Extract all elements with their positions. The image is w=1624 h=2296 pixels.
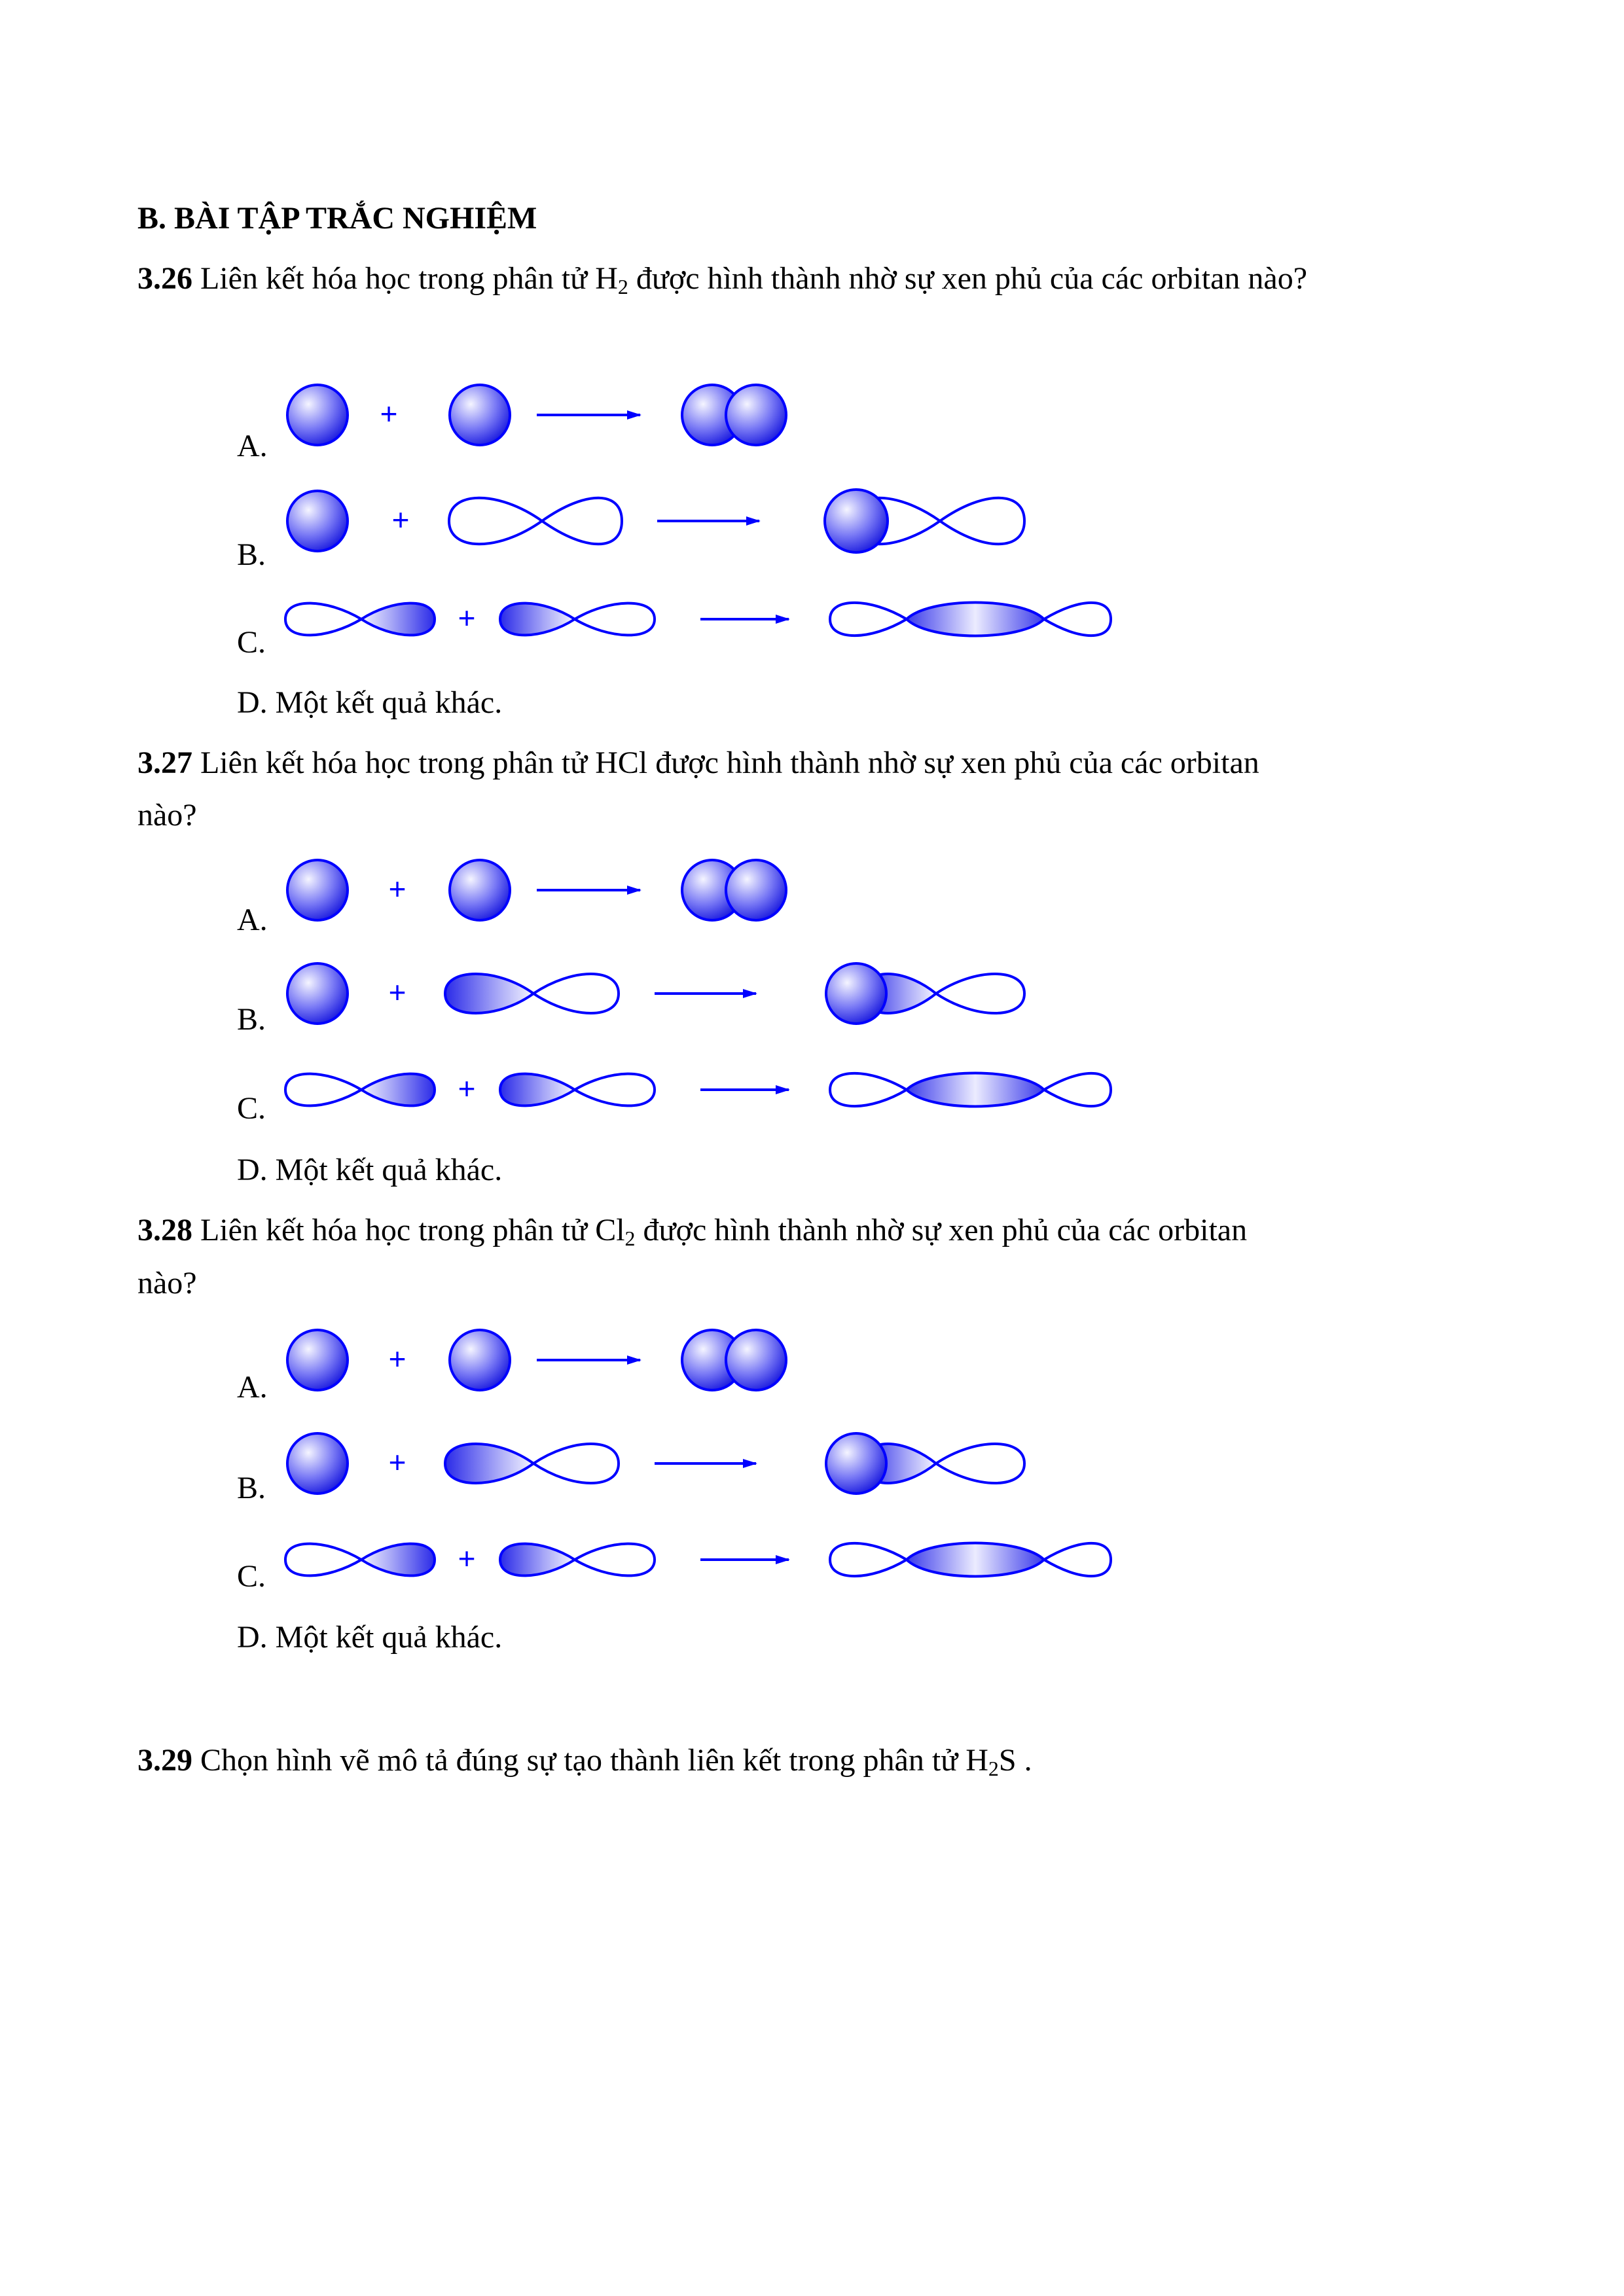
p-orbital-empty-lobe bbox=[830, 1073, 907, 1106]
question-3-27 bbox=[137, 747, 1259, 779]
question-3-26 bbox=[137, 261, 1308, 298]
p-orbital-empty-lobe bbox=[1044, 603, 1111, 636]
question-number: 3.27 bbox=[137, 745, 192, 780]
p-orbital-empty-lobe bbox=[285, 1074, 361, 1106]
s-orbital bbox=[287, 1433, 348, 1494]
p-orbital-empty-lobe bbox=[575, 603, 655, 636]
s-orbital bbox=[450, 1330, 510, 1390]
question-number: 3.28 bbox=[137, 1213, 192, 1247]
s-orbital bbox=[825, 490, 888, 552]
p-orbital-empty-lobe bbox=[533, 974, 619, 1013]
option-d-label: D. Một kết quả khác. bbox=[237, 685, 503, 720]
subscript: 2 bbox=[624, 1227, 636, 1250]
p-orbital-filled-lobe bbox=[361, 1544, 435, 1576]
s-orbital bbox=[287, 1330, 348, 1390]
p-orbital-empty-lobe bbox=[936, 974, 1024, 1013]
option-a-label: A. bbox=[237, 429, 268, 463]
s-orbital bbox=[450, 860, 510, 920]
s-orbital bbox=[287, 860, 348, 920]
option-b-label: B. bbox=[237, 537, 266, 572]
s-orbital bbox=[287, 963, 348, 1024]
p-orbital-filled-lobe bbox=[445, 1444, 533, 1483]
q327-option-b-diagram bbox=[287, 963, 1024, 1024]
s-orbital bbox=[287, 385, 348, 445]
s-orbital bbox=[726, 860, 786, 920]
p-orbital-empty-lobe bbox=[1044, 1543, 1111, 1576]
plus-sign: + bbox=[388, 872, 406, 906]
p-orbital-empty-lobe bbox=[533, 1444, 619, 1483]
question-text: được hình thành nhờ sự xen phủ của các orbitan bbox=[635, 1213, 1248, 1247]
option-d-label: D. Một kết quả khác. bbox=[237, 1620, 503, 1655]
question-3-28 bbox=[137, 1213, 1248, 1250]
q328-option-a-diagram bbox=[287, 1330, 786, 1390]
p-orbital-empty bbox=[449, 498, 622, 545]
plus-sign: + bbox=[388, 1342, 406, 1376]
plus-sign: + bbox=[388, 975, 406, 1009]
s-orbital bbox=[287, 491, 348, 551]
option-b-label: B. bbox=[237, 1002, 266, 1037]
question-3-28-line2: nào? bbox=[137, 1266, 197, 1300]
question-3-27-line2: nào? bbox=[137, 798, 197, 833]
q328-option-b-diagram bbox=[287, 1433, 1024, 1494]
question-text: S . bbox=[998, 1743, 1032, 1778]
overlap-region bbox=[907, 603, 1044, 636]
p-orbital-empty-lobe bbox=[575, 1544, 655, 1576]
option-c-label: C. bbox=[237, 1091, 266, 1126]
p-orbital-filled-lobe bbox=[361, 1074, 435, 1106]
s-orbital bbox=[826, 963, 886, 1024]
q328-option-c-diagram bbox=[285, 1541, 1111, 1577]
option-c-label: C. bbox=[237, 625, 266, 660]
p-orbital-empty-lobe bbox=[285, 1544, 361, 1576]
s-orbital bbox=[450, 385, 510, 445]
s-orbital bbox=[726, 385, 786, 445]
option-a-label: A. bbox=[237, 903, 268, 937]
plus-sign: + bbox=[391, 503, 410, 537]
p-orbital-filled-lobe bbox=[500, 603, 575, 636]
question-3-29 bbox=[137, 1743, 1032, 1780]
plus-sign: + bbox=[388, 1445, 406, 1479]
question-text: Liên kết hóa học trong phân tử HCl được hình thành nhờ sự xen phủ của các orbitan bbox=[192, 745, 1259, 780]
subscript: 2 bbox=[988, 1757, 999, 1780]
p-orbital-filled-lobe bbox=[500, 1074, 575, 1106]
section-title: B. BÀI TẬP TRẮC NGHIỆM bbox=[137, 201, 537, 236]
option-d-label: D. Một kết quả khác. bbox=[237, 1153, 503, 1187]
s-orbital bbox=[726, 1330, 786, 1390]
overlap-region bbox=[907, 1073, 1044, 1107]
q326-option-b-diagram bbox=[287, 490, 1024, 552]
s-orbital bbox=[826, 1433, 886, 1494]
plus-sign: + bbox=[458, 601, 476, 635]
option-c-label: C. bbox=[237, 1559, 266, 1594]
question-text: Chọn hình vẽ mô tả đúng sự tạo thành liên kết trong phân tử H bbox=[200, 1743, 988, 1778]
overlap-region bbox=[907, 1543, 1044, 1577]
p-orbital-empty-lobe bbox=[936, 1444, 1024, 1483]
p-orbital-empty-lobe bbox=[285, 603, 361, 636]
plus-sign: + bbox=[458, 1071, 476, 1105]
q327-option-a-diagram bbox=[287, 860, 786, 920]
plus-sign: + bbox=[458, 1541, 476, 1575]
p-orbital-empty-lobe bbox=[830, 603, 907, 636]
option-a-label: A. bbox=[237, 1370, 268, 1405]
question-number: 3.26 bbox=[137, 261, 192, 296]
p-orbital-empty-lobe bbox=[830, 1543, 907, 1576]
p-orbital-filled-lobe bbox=[500, 1544, 575, 1576]
p-orbital-filled-lobe bbox=[445, 974, 533, 1013]
question-number: 3.29 bbox=[137, 1743, 192, 1778]
p-orbital-filled-lobe bbox=[361, 603, 435, 636]
option-b-label: B. bbox=[237, 1471, 266, 1505]
plus-sign: + bbox=[380, 397, 398, 431]
subscript: 2 bbox=[617, 275, 628, 298]
p-orbital-empty-lobe bbox=[575, 1074, 655, 1106]
question-text: được hình thành nhờ sự xen phủ của các orbitan nào? bbox=[628, 261, 1308, 296]
q326-option-c-diagram bbox=[285, 601, 1111, 636]
p-orbital-empty-lobe bbox=[1044, 1073, 1111, 1106]
question-text: Liên kết hóa học trong phân tử Cl bbox=[200, 1213, 625, 1247]
q326-option-a-diagram bbox=[287, 385, 786, 445]
q327-option-c-diagram bbox=[285, 1071, 1111, 1107]
question-text: Liên kết hóa học trong phân tử H bbox=[200, 261, 618, 296]
